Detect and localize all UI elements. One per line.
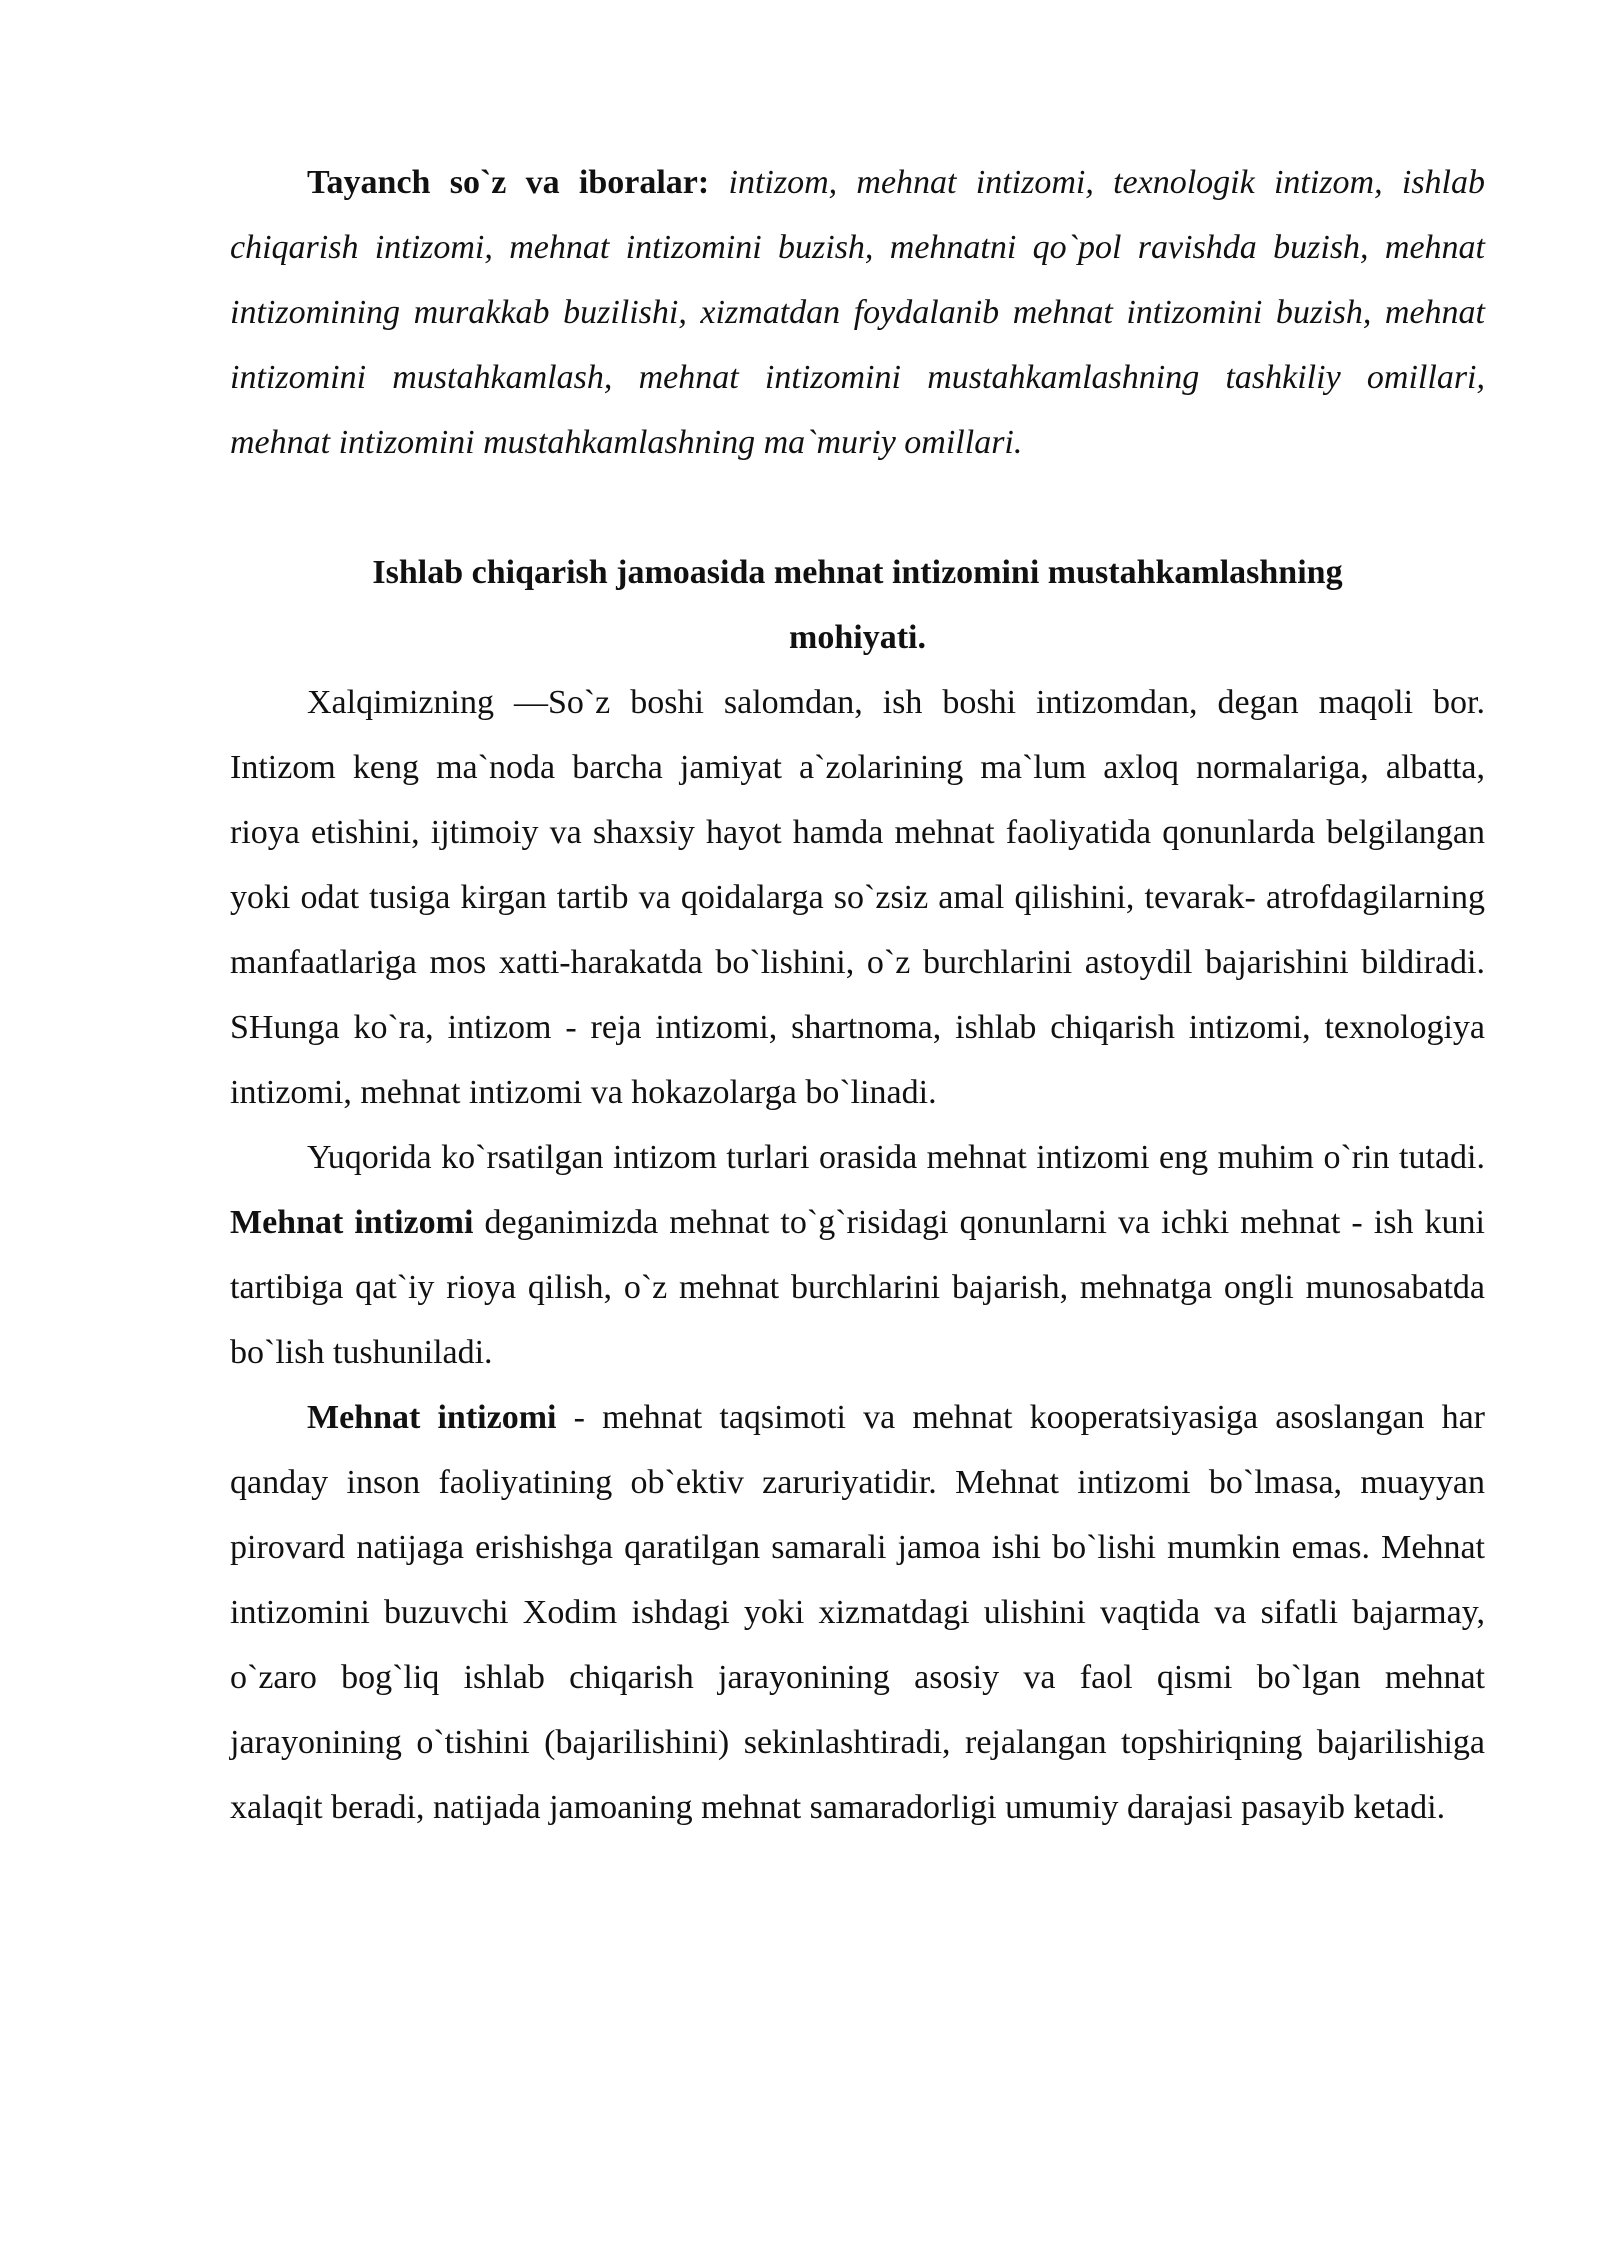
paragraph-definition-before: Yuqorida ko`rsatilgan intizom turlari orasida mehnat intizomi eng muhim o`rin tutadi. <box>307 1139 1485 1176</box>
keywords-text: intizom, mehnat intizomi, texnologik intizom, ishlab chiqarish intizomi, mehnat intizomini buzish, mehnatni qo`pol ravishda buzish, mehnat intizomining murakkab buzilishi, xizmatdan foydalanib mehnat intizomini buzish, mehnat intizomini mustahkamlash, mehnat intizomini mustahkamlashning tashkiliy omillari, mehnat intizomini mustahkamlashning ma`muriy omillari. <box>230 164 1486 461</box>
section-heading-line1: Ishlab chiqarish jamoasida mehnat intizomini mustahkamlashning <box>372 554 1343 591</box>
paragraph-necessity <box>230 1385 1485 1840</box>
keywords-label: Tayanch so`z va iboralar: <box>307 164 710 201</box>
paragraph-definition-term: Mehnat intizomi <box>230 1204 474 1241</box>
keywords-paragraph <box>230 150 1485 475</box>
paragraph-necessity-term: Mehnat intizomi <box>307 1399 557 1436</box>
section-heading-line2: mohiyati. <box>789 619 926 656</box>
section-heading <box>230 540 1485 670</box>
paragraph-definition <box>230 1125 1485 1385</box>
paragraph-necessity-text: - mehnat taqsimoti va mehnat kooperatsiyasiga asoslangan har qanday inson faoliyatining ob`ektiv zaruriyatidir. Mehnat intizomi bo`lmasa, muayyan pirovard natijaga erishishga qaratilgan samarali jamoa ishi bo`lishi mumkin emas. Mehnat intizomini buzuvchi Xodim ishdagi yoki xizmatdagi ulishini vaqtida va sifatli bajarmay, o`zaro bog`liq ishlab chiqarish jarayonining asosiy va faol qismi bo`lgan mehnat jarayonining o`tishini (bajarilishini) sekinlashtiradi, rejalangan topshiriqning bajarilishiga xalaqit beradi, natijada jamoaning mehnat samaradorligi umumiy darajasi pasayib ketadi. <box>230 1399 1486 1826</box>
paragraph-intro: Xalqimizning ―So`z boshi salomdan, ish boshi intizomdan, degan maqoli bor. Intizom keng ma`noda barcha jamiyat a`zolarining ma`lum axloq normalariga, albatta, rioya etishini, ijtimoiy va shaxsiy hayot hamda mehnat faoliyatida qonunlarda belgilangan yoki odat tusiga kirgan tartib va qoidalarga so`zsiz amal qilishini, tevarak- atrofdagilarning manfaatlariga mos xatti-harakatda bo`lishini, o`z burchlarini astoydil bajarishini bildiradi. SHunga ko`ra, intizom - reja intizomi, shartnoma, ishlab chiqarish intizomi, texnologiya intizomi, mehnat intizomi va hokazolarga bo`linadi. <box>230 684 1485 1111</box>
document-page <box>230 150 1485 1840</box>
paragraph-definition-after: deganimizda mehnat to`g`risidagi qonunlarni va ichki mehnat - ish kuni tartibiga qat`iy rioya qilish, o`z mehnat burchlarini bajarish, mehnatga ongli munosabatda bo`lish tushuniladi. <box>230 1204 1485 1371</box>
